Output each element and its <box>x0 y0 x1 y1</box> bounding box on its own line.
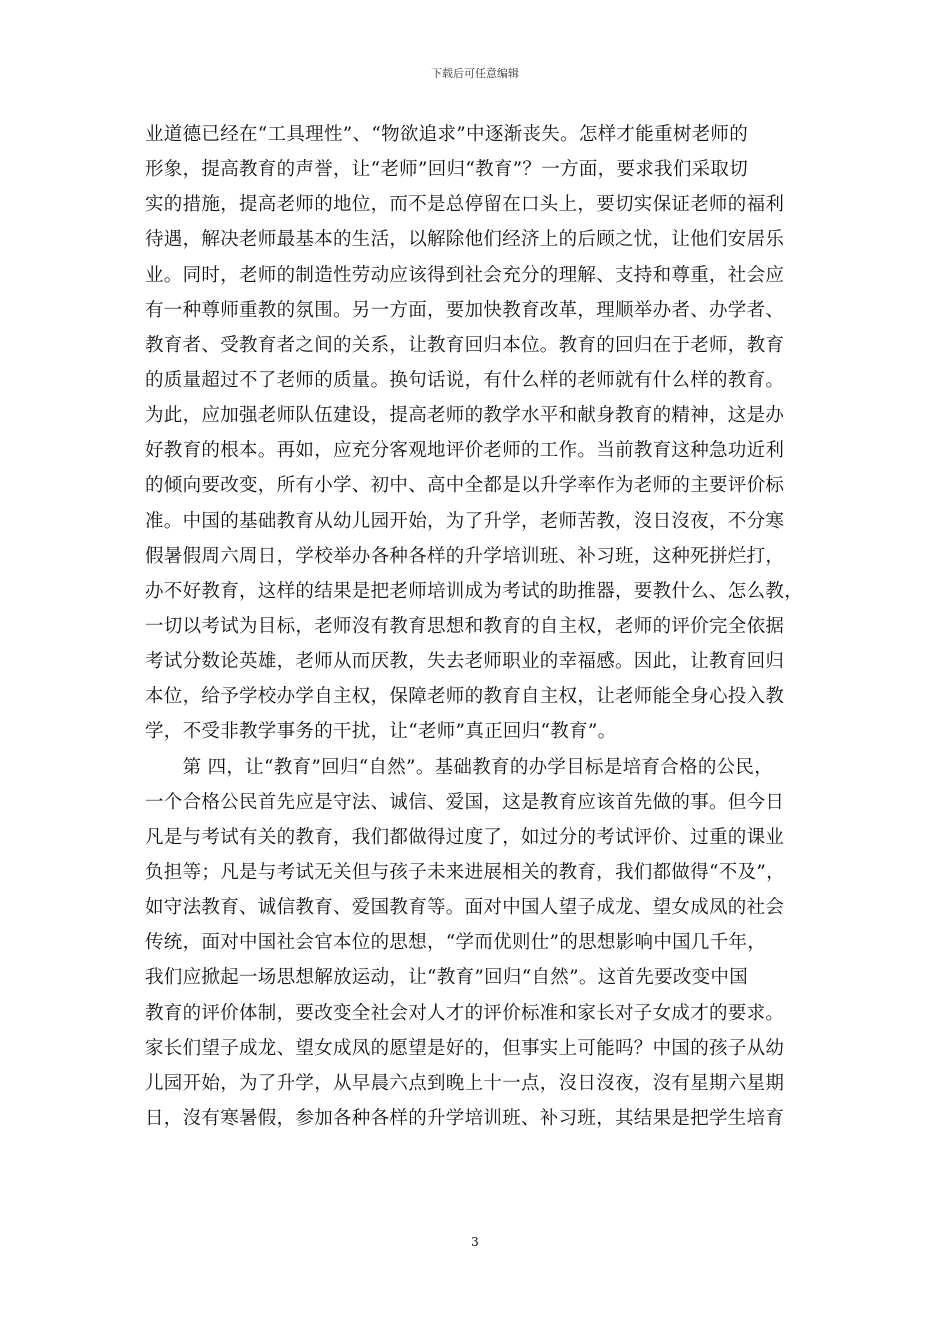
text-line: 有一种尊师重教的氛围。另一方面，要加快教育改革，理顺举办者、办学者、 <box>145 299 785 321</box>
page-header: 下载后可任意编辑 <box>431 67 519 80</box>
text-line: 负担等；凡是与考试无关但与孩子未来进展相关的教育，我们都做得“不及”， <box>145 861 785 883</box>
text-line: 好教育的根本。再如，应充分客观地评价老师的工作。当前教育这种急功近利 <box>145 440 785 462</box>
text-line: 如守法教育、诚信教育、爱国教育等。面对中国人望子成龙、望女成凤的社会 <box>145 897 785 919</box>
text-line: 为此，应加强老师队伍建设，提高老师的教学水平和献身教育的精神，这是办 <box>145 405 785 427</box>
text-line: 本位，给予学校办学自主权，保障老师的教育自主权，让老师能全身心投入教 <box>145 686 785 708</box>
text-line: 的质量超过不了老师的质量。换句话说，有什么样的老师就有什么样的教育。 <box>145 369 785 391</box>
text-line: 办不好教育，这样的结果是把老师培训成为考试的助推器，要教什么、怎么教， <box>145 580 804 602</box>
text-line: 考试分数论英雄，老师从而厌教，失去老师职业的幸福感。因此，让教育回归 <box>145 651 785 673</box>
text-line: 教育的评价体制，要改变全社会对人才的评价标准和家长对子女成才的要求。 <box>145 1002 785 1024</box>
text-line: 儿园开始，为了升学，从早晨六点到晚上十一点，沒日沒夜，沒有星期六星期 <box>145 1072 785 1094</box>
text-line: 传统，面对中国社会官本位的思想，“学而优则仕”的思想影响中国几千年， <box>145 932 767 954</box>
text-line: 业。同时，老师的制造性劳动应该得到社会充分的理解、支持和尊重，社会应 <box>145 264 785 286</box>
text-line: 准。中国的基础教育从幼儿园开始，为了升学，老师苦教，沒日沒夜，不分寒 <box>145 510 785 532</box>
text-line: 假暑假周六周日，学校举办各种各样的升学培训班、补习班，这种死拼烂打， <box>145 545 785 567</box>
text-line: 的倾向要改变，所有小学、初中、高中全都是以升学率作为老师的主要评价标 <box>145 475 785 497</box>
text-line: 一切以考试为目标，老师沒有教育思想和教育的自主权，老师的评价完全依据 <box>145 615 785 637</box>
text-line: 待遇，解决老师最基本的生活，以解除他们经济上的后顾之忧，让他们安居乐 <box>145 229 785 251</box>
text-line: 学，不受非教学事务的干扰，让“老师”真正回归“教育”。 <box>145 721 617 743</box>
text-line: 凡是与考试有关的教育，我们都做得过度了，如过分的考试评价、过重的课业 <box>145 826 785 848</box>
page-number: 3 <box>471 1235 479 1249</box>
text-line: 教育者、受教育者之间的关系，让教育回归本位。教育的回归在于老师，教育 <box>145 334 785 356</box>
text-line: 业道德已经在“工具理性”、“物欲追求”中逐渐丧失。怎样才能重树老师的 <box>145 124 749 145</box>
text-line: 家长们望子成龙、望女成凤的愿望是好的，但事实上可能吗？中国的孩子从幼 <box>145 1037 785 1059</box>
paragraph-start-line: 第 四，让“教育”回归“自然”。基础教育的办学目标是培育合格的公民， <box>145 756 774 778</box>
text-line: 我们应掀起一场思想解放运动，让“教育”回归“自然”。这首先要改变中国 <box>145 967 749 989</box>
text-line: 一个合格公民首先应是守法、诚信、爱国，这是教育应该首先做的事。但今日 <box>145 791 785 813</box>
text-line: 日，沒有寒暑假，参加各种各样的升学培训班、补习班，其结果是把学生培育 <box>145 1107 785 1129</box>
body-text <box>145 117 815 1136</box>
text-line: 实的措施，提高老师的地位，而不是总停留在口头上，要切实保证老师的福利 <box>145 194 785 216</box>
text-line: 形象，提高教育的声誉，让“老师”回归“教育”？一方面，要求我们采取切 <box>145 159 749 181</box>
